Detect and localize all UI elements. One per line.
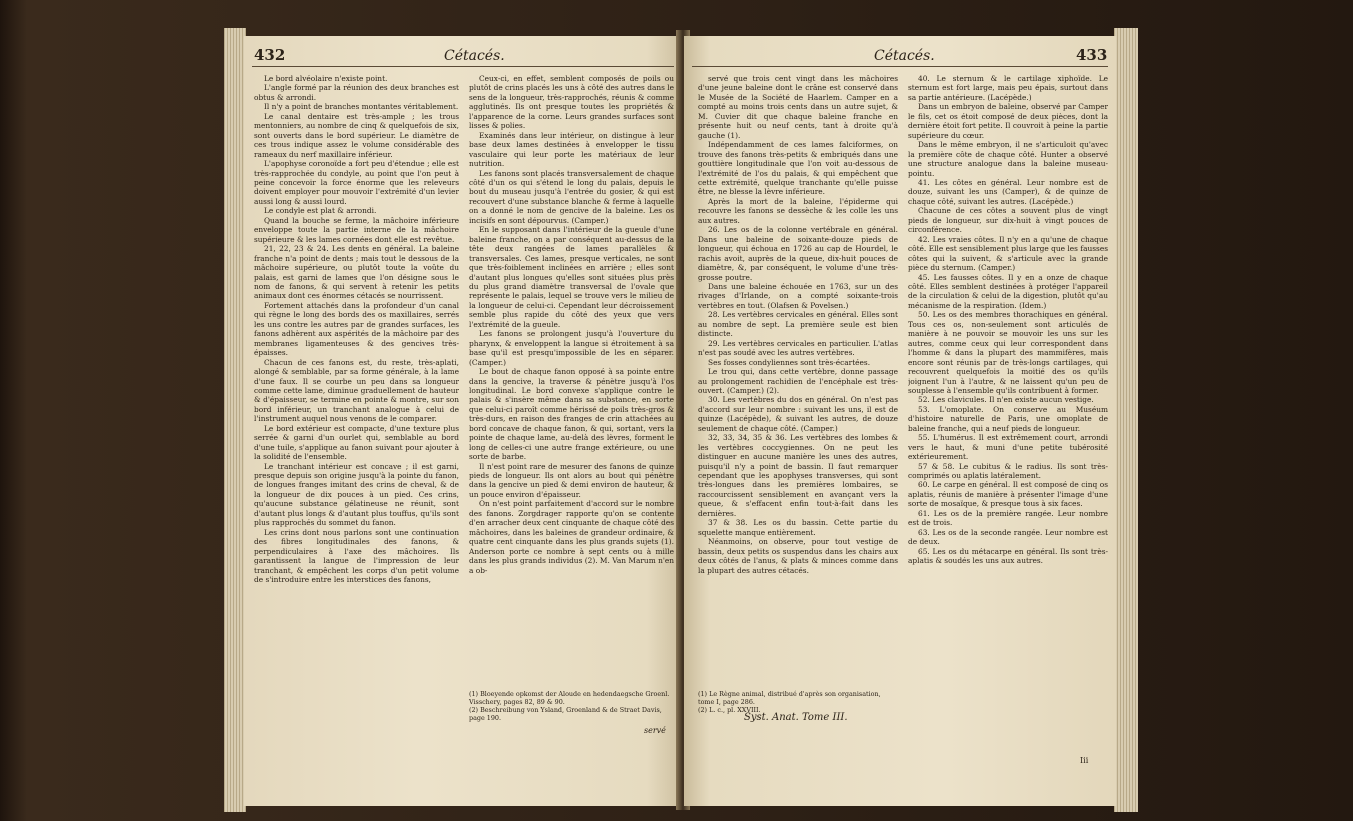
- paragraph: Néanmoins, on observe, pour tout vestige de bassin, deux petits os suspendus dans les chairs aux deux côtés de l'anus, & plats & minces comme dans la plupart des autres cétacés.: [698, 537, 898, 575]
- signature-mark: Syst. Anat. Tome III.: [744, 712, 848, 723]
- paragraph: 41. Les côtes en général. Leur nombre est de douze, suivant les uns (Camper), & de quinze de chaque côté, suivant les autres. (Lacépède.): [908, 177, 1108, 206]
- paragraph: Le bord alvéolaire n'existe point.: [264, 74, 388, 83]
- paragraph: Dans le même embryon, il ne s'articuloit qu'avec la première côte de chaque côté. Hunter a observé une structure analogue dans la baleine museau-pointu.: [908, 140, 1108, 178]
- paragraph: 30. Les vertèbres du dos en général. On n'est pas d'accord sur leur nombre : suivant les uns, il est de quinze (Lacépède), & suivant les autres, de douze seulement de chaque côté. (Camper.): [698, 395, 898, 433]
- paragraph: Après la mort de la baleine, l'épiderme qui recouvre les fanons se dessèche & les colle les uns aux autres.: [698, 196, 898, 225]
- paragraph: Examinés dans leur intérieur, on distingue à leur base deux lames destinées à envelopper le tissu vasculaire qui leur porte les matériaux de leur nutrition.: [469, 130, 674, 169]
- paragraph: 37 & 38. Les os du bassin. Cette partie du squelette manque entièrement.: [698, 518, 898, 537]
- left-header-rule: [252, 66, 674, 67]
- paragraph: 60. Le carpe en général. Il est composé de cinq os aplatis, réunis de manière à présenter l'image d'une sorte de mosaïque, & presque tous à six faces.: [908, 480, 1108, 509]
- paragraph: Dans un embryon de baleine, observé par Camper le fils, cet os étoit composé de deux pièces, dont la dernière étoit fort petite. Il couvroit à peine la partie supérieure du cœur.: [908, 102, 1108, 140]
- left-page-number: 432: [254, 46, 286, 64]
- right-page-edges: [1114, 28, 1138, 812]
- paragraph: Ses fosses condyliennes sont très-écartées.: [708, 357, 871, 367]
- right-header-rule: [692, 66, 1108, 67]
- paragraph: 42. Les vraies côtes. Il n'y en a qu'une de chaque côté. Elle est sensiblement plus large que les fausses côtes qui la suivent, & s'articule avec la grande pièce du sternum. (Camper.): [908, 234, 1108, 273]
- paragraph: Indépendamment de ces lames falciformes, on trouve des fanons très-petits & embriqués dans une gouttière longitudinale que l'on voit au-dessous de l'extrémité de l'os du palais, & qui empêchent que cette extrémité, quelque tranchante qu'elle puisse être, ne blesse la lèvre inférieure.: [698, 140, 898, 197]
- paragraph: 61. Les os de la première rangée. Leur nombre est de trois.: [908, 508, 1108, 528]
- paragraph: 53. L'omoplate. On conserve au Muséum d'histoire naturelle de Paris, une omoplate de baleine franche, qui a neuf pieds de longueur.: [908, 404, 1108, 433]
- paragraph: L'apophyse coronoïde a fort peu d'étendue ; elle est très-rapprochée du condyle, au point que l'on peut à peine concevoir la force énorme que les releveurs doivent employer pour mouvoir l'extrémité d'un levier aussi long & aussi lourd.: [254, 159, 459, 206]
- paragraph: 52. Les clavicules. Il n'en existe aucun vestige.: [918, 395, 1094, 405]
- left-page: [244, 36, 682, 806]
- footnote: (1) Le Règne animal, distribué d'après son organisation, tome I, page 286.: [698, 690, 881, 706]
- left-footnotes: [469, 690, 674, 722]
- footnote: (1) Bloeyende opkomst der Aloude en hedendaegsche Groenl. Visschery, pages 82, 89 & 90.: [469, 690, 670, 706]
- right-page-number: 433: [1076, 46, 1108, 64]
- paragraph: Les fanons se prolongent jusqu'à l'ouverture du pharynx, & enveloppent la langue si étroitement à sa base qu'il est presqu'impossible de les en séparer. (Camper.): [469, 329, 674, 367]
- paragraph: Chacune de ces côtes a souvent plus de vingt pieds de longueur, sur dix-huit à vingt pouces de circonférence.: [908, 206, 1108, 235]
- paragraph: Ceux-ci, en effet, semblent composés de poils ou plutôt de crins placés les uns à côté des autres dans le sens de la longueur, très-rapprochés, réunis & comme agglutinés. Ils ont presque toutes les propriétés & l'apparence de la corne. Leurs grandes surfaces sont lisses & polies.: [469, 74, 674, 131]
- paragraph: 65. Les os du métacarpe en général. Ils sont très-aplatis & soudés les uns aux autres.: [908, 546, 1108, 566]
- paragraph: 28. Les vertèbres cervicales en général. Elles sont au nombre de sept. La première seule est bien distincte.: [698, 310, 898, 339]
- paragraph: 55. L'humérus. Il est extrêmement court, arrondi vers le haut, & muni d'une petite tubérosité extérieurement.: [908, 433, 1108, 462]
- left-catchword: servé: [644, 726, 666, 735]
- paragraph: 26. Les os de la colonne vertébrale en général. Dans une baleine de soixante-douze pieds de longueur, qui échoua en 1726 au cap de Hourdel, le rachis avoit, auprès de la queue, dix-huit pouces de diamètre, &, par conséquent, le volume d'une très-grosse poutre.: [698, 225, 898, 282]
- paragraph: Il n'y a point de branches montantes véritablement.: [264, 102, 459, 112]
- paragraph: 57 & 58. Le cubitus & le radius. Ils sont très-comprimés ou aplatis latéralement.: [908, 461, 1108, 481]
- left-column-2: [469, 74, 674, 676]
- left-running-title: Cétacés.: [444, 48, 505, 64]
- left-column-1: [254, 74, 459, 784]
- right-footnotes: [698, 690, 898, 714]
- paragraph: Les fanons sont placés transversalement de chaque côté d'un os qui s'étend le long du palais, depuis le bout du museau jusqu'à l'entrée du gosier, & qui est recouvert d'une substance blanche & ferme à laquelle on a donné le nom de gencive de la baleine. Les os incisifs en sont dépourvus. (Camper.): [469, 168, 674, 225]
- paragraph: Le tranchant intérieur est concave ; il est garni, presque depuis son origine jusqu'à la pointe du fanon, de longues franges imitant des crins de cheval, & de la longueur de dix pouces à un pied. Ces crins, qu'aucune substance gélatineuse ne réunit, sont d'autant plus longs & d'autant plus touffus, qu'ils sont plus rapprochés du sommet du fanon.: [254, 461, 459, 528]
- paragraph: Les crins dont nous parlons sont une continuation des fibres longitudinales des fanons, & perpendiculaires à l'axe des mâchoires. Ils garantissent la langue de l'impression de leur tranchant, & empêchent les corps d'un petit volume de s'introduire entre les interstices des fanons,: [254, 527, 459, 585]
- paragraph: En le supposant dans l'intérieur de la gueule d'une baleine franche, on a par conséquent au-dessus de la tête deux rangées de lames parallèles & transversales. Ces lames, presque verticales, ne sont que très-foiblement inclinées en arrière ; elles sont d'autant plus longues qu'elles sont situées plus près du plus grand diamètre transversal de l'ovale que représente le palais, lequel se trouve vers le milieu de la longueur de celui-ci. Cependant leur décroissement semble plus rapide du côté des yeux que vers l'extrémité de la gueule.: [469, 225, 674, 329]
- paragraph: 63. Les os de la seconde rangée. Leur nombre est de deux.: [908, 527, 1108, 547]
- paragraph: Quand la bouche se ferme, la mâchoire inférieure enveloppe toute la partie interne de la mâchoire supérieure & les lames cornées dont elle est revêtue.: [254, 215, 459, 244]
- left-page-edges: [224, 28, 246, 812]
- right-running-title: Cétacés.: [874, 48, 935, 64]
- paragraph: 40. Le sternum & le cartilage xiphoïde. Le sternum est fort large, mais peu épais, surtout dans sa partie antérieure. (Lacépède.): [908, 74, 1108, 102]
- paragraph: 29. Les vertèbres cervicales en particulier. L'atlas n'est pas soudé avec les autres vertèbres.: [698, 338, 898, 358]
- paragraph: Dans une baleine échouée en 1763, sur un des rivages d'Irlande, on a compté soixante-trois vertèbres en tout. (Olafsen & Povelsen.): [698, 281, 898, 310]
- right-column-1: [698, 74, 898, 676]
- paragraph: On n'est point parfaitement d'accord sur le nombre des fanons. Zorgdrager rapporte qu'on se contente d'en arracher deux cent cinquante de chaque côté des mâchoires, dans les baleines de grandeur ordinaire, & quatre cent cinquante dans les plus grands sujets (1). Anderson porte ce nombre à sept cents ou à mille dans les plus grands individus (2). M. Van Marum n'en a ob-: [469, 499, 674, 575]
- paragraph: Le bout de chaque fanon opposé à sa pointe entre dans la gencive, la traverse & pénètre jusqu'à l'os longitudinal. Le bord convexe s'applique contre le palais & s'insère même dans sa substance, en sorte que celui-ci paroît comme hérissé de poils très-gros & très-durs, en raison des franges de crin attachées au bord concave de chaque fanon, & qui, sortant, vers la pointe de chaque lame, au-delà des lèvres, forment le long de celles-ci une autre frange extérieure, ou une sorte de barbe.: [469, 367, 674, 462]
- right-page: [684, 36, 1116, 806]
- paragraph: Il n'est point rare de mesurer des fanons de quinze pieds de longueur. Ils ont alors au bout qui pénètre dans la gencive un pied & demi environ de hauteur, & un pouce environ d'épaisseur.: [469, 461, 674, 499]
- footnote: (2) L. c., pl. XXVIII.: [698, 706, 761, 714]
- paragraph: 32, 33, 34, 35 & 36. Les vertèbres des lombes & les vertèbres coccygiennes. On ne peut les distinguer en aucune manière les unes des autres, puisqu'il n'y a point de bassin. Il faut remarquer cependant que les apophyses transverses, qui sont très-longues dans les premières lombaires, se raccourcissent sensiblement en avançant vers la queue, & s'effacent enfin tout-à-fait dans les dernières.: [698, 433, 898, 518]
- paragraph: servé que trois cent vingt dans les mâchoires d'une jeune baleine dont le crâne est conservé dans le Musée de la Société de Haarlem. Camper en a compté au moins trois cents dans un autre sujet, & M. Cuvier dit que chaque baleine franche en présente huit ou neuf cents, tant à droite qu'à gauche (1).: [698, 74, 898, 140]
- paragraph: Le trou qui, dans cette vertèbre, donne passage au prolongement rachidien de l'encéphale est très-ouvert. (Camper.) (2).: [698, 367, 898, 395]
- paragraph: 21, 22, 23 & 24. Les dents en général. La baleine franche n'a point de dents ; mais tout le dessous de la mâchoire supérieure, ou plutôt toute la voûte du palais, est garni de lames que l'on désigne sous le nom de fanons, & qui servent à retenir les petits animaux dont ces énormes cétacés se nourrissent.: [254, 244, 459, 301]
- right-column-2: [908, 74, 1108, 786]
- footnote: (2) Beschreibung von Ysland, Groenland & de Straet Davis, page 190.: [469, 706, 662, 722]
- paragraph: Fortement attachés dans la profondeur d'un canal qui règne le long des bords des os maxillaires, serrés les uns contre les autres par de grandes surfaces, les fanons adhèrent aux aspérités de la mâchoire par des membranes ligamenteuses & des gencives très-épaisses.: [254, 300, 459, 358]
- right-catchword: Iii: [1080, 756, 1089, 765]
- paragraph: Le canal dentaire est très-ample ; les trous mentonniers, au nombre de cinq & quelquefois de six, sont ouverts dans le bord supérieur. Le diamètre de ces trous indique assez le volume considérable des rameaux du nerf maxillaire inférieur.: [254, 111, 459, 159]
- paragraph: Le condyle est plat & arrondi.: [264, 206, 377, 216]
- paragraph: Le bord extérieur est compacte, d'une texture plus serrée & garni d'un ourlet qui, semblable au bord d'une tuile, s'applique au fanon suivant pour ajouter à la solidité de l'ensemble.: [254, 423, 459, 462]
- paragraph: 50. Les os des membres thorachiques en général. Tous ces os, non-seulement sont articulés de manière à ne pouvoir se mouvoir les uns sur les autres, comme ceux qui leur correspondent dans l'homme & dans la plupart des mammifères, mais encore sont réunis par de très-longs cartilages, qui recouvrent quelquefois la moitié des os qu'ils joignent l'un à l'autre, & ne laissent qu'un peu de souplesse à l'ensemble qu'ils contribuent à former.: [908, 310, 1108, 395]
- paragraph: L'angle formé par la réunion des deux branches est obtus & arrondi.: [254, 83, 459, 102]
- paragraph: 45. Les fausses côtes. Il y en a onze de chaque côté. Elles semblent destinées à protéger l'appareil de la circulation & celui de la digestion, plutôt qu'au mécanisme de la respiration. (Idem.): [908, 272, 1108, 310]
- paragraph: Chacun de ces fanons est, du reste, très-aplati, alongé & semblable, par sa forme générale, à la lame d'une faux. Il se courbe un peu dans sa longueur comme cette lame, diminue graduellement de hauteur & d'épaisseur, se termine en pointe & montre, sur son bord inférieur, un tranchant analogue à celui de l'instrument auquel nous venons de le comparer.: [254, 357, 459, 424]
